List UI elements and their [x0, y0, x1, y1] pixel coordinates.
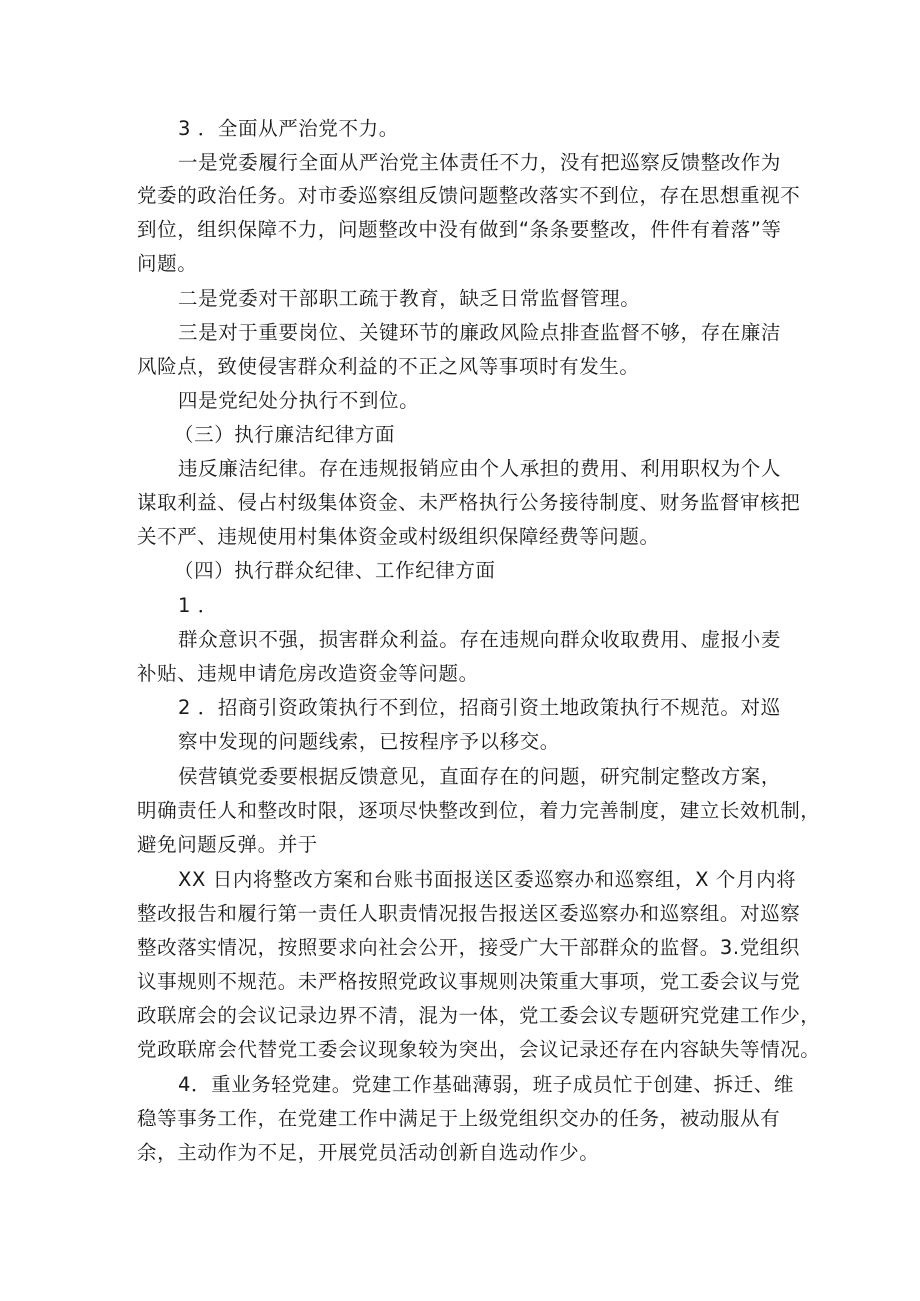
text-line: 关不严、违规使用村集体资金或村级组织保障经费等问题。 [137, 525, 660, 548]
text-line: 侯营镇党委要根据反馈意见，直面存在的问题，研究制定整改方案， [178, 765, 782, 788]
text-line: 四是党纪处分执行不到位。 [178, 389, 420, 412]
text-line: 三是对于重要岗位、关键环节的廉政风险点排查监督不够，存在廉洁 [178, 321, 782, 344]
text-line: 党委的政治任务。对市委巡察组反馈问题整改落实不到位，存在思想重视不 [137, 184, 801, 207]
section-heading: （四）执行群众纪律、工作纪律方面 [174, 559, 496, 582]
text-line: 1 ． [178, 594, 218, 617]
text-line: 整改报告和履行第一责任人职责情况报告报送区委巡察办和巡察组。对巡察 [137, 902, 801, 925]
text-line: 3 ．全面从严治党不力。 [178, 117, 399, 140]
text-line: 风险点，致使侵害群众利益的不正之风等事项时有发生。 [137, 355, 640, 378]
text-line: XX 日内将整改方案和台账书面报送区委巡察办和巡察组，X 个月内将 [178, 868, 797, 891]
section-heading: （三）执行廉洁纪律方面 [174, 423, 396, 446]
text-line: 议事规则不规范。未严格按照党政议事规则决策重大事项，党工委会议与党 [137, 970, 801, 993]
text-line: 整改落实情况，按照要求向社会公开，接受广大干部群众的监督。3.党组织 [137, 936, 801, 959]
text-line: 余，主动作为不足，开展党员活动创新自选动作少。 [137, 1141, 600, 1164]
text-line: 明确责任人和整改时限，逐项尽快整改到位，着力完善制度，建立长效机制， [137, 799, 821, 822]
text-line: 察中发现的问题线索，已按程序予以移交。 [178, 730, 560, 753]
text-line: 问题。 [137, 252, 198, 275]
text-line: 一是党委履行全面从严治党主体责任不力，没有把巡察反馈整改作为 [178, 151, 782, 174]
text-line: 补贴、违规申请危房改造资金等问题。 [137, 662, 479, 685]
text-line: 群众意识不强，损害群众利益。存在违规向群众收取费用、虚报小麦 [178, 628, 782, 651]
text-line: 党政联席会代替党工委会议现象较为突出，会议记录还存在内容缺失等情况。 [137, 1038, 821, 1061]
text-line: 稳等事务工作，在党建工作中满足于上级党组织交办的任务，被动服从有 [137, 1107, 781, 1130]
text-line: 谋取利益、侵占村级集体资金、未严格执行公务接待制度、财务监督审核把 [137, 491, 801, 514]
text-line: 避免问题反弹。并于 [137, 833, 318, 856]
text-line: 二是党委对干部职工疏于教育，缺乏日常监督管理。 [178, 287, 641, 310]
text-line: 到位，组织保障不力，问题整改中没有做到“条条要整改，件件有着落”等 [137, 218, 782, 241]
text-line: 4．重业务轻党建。党建工作基础薄弱，班子成员忙于创建、拆迁、维 [178, 1073, 795, 1096]
text-line: 2 ．招商引资政策执行不到位，招商引资土地政策执行不规范。对巡 [178, 696, 781, 719]
text-line: 违反廉洁纪律。存在违规报销应由个人承担的费用、利用职权为个人 [178, 457, 782, 480]
text-line: 政联席会的会议记录边界不清，混为一体，党工委会议专题研究党建工作少， [137, 1004, 821, 1027]
